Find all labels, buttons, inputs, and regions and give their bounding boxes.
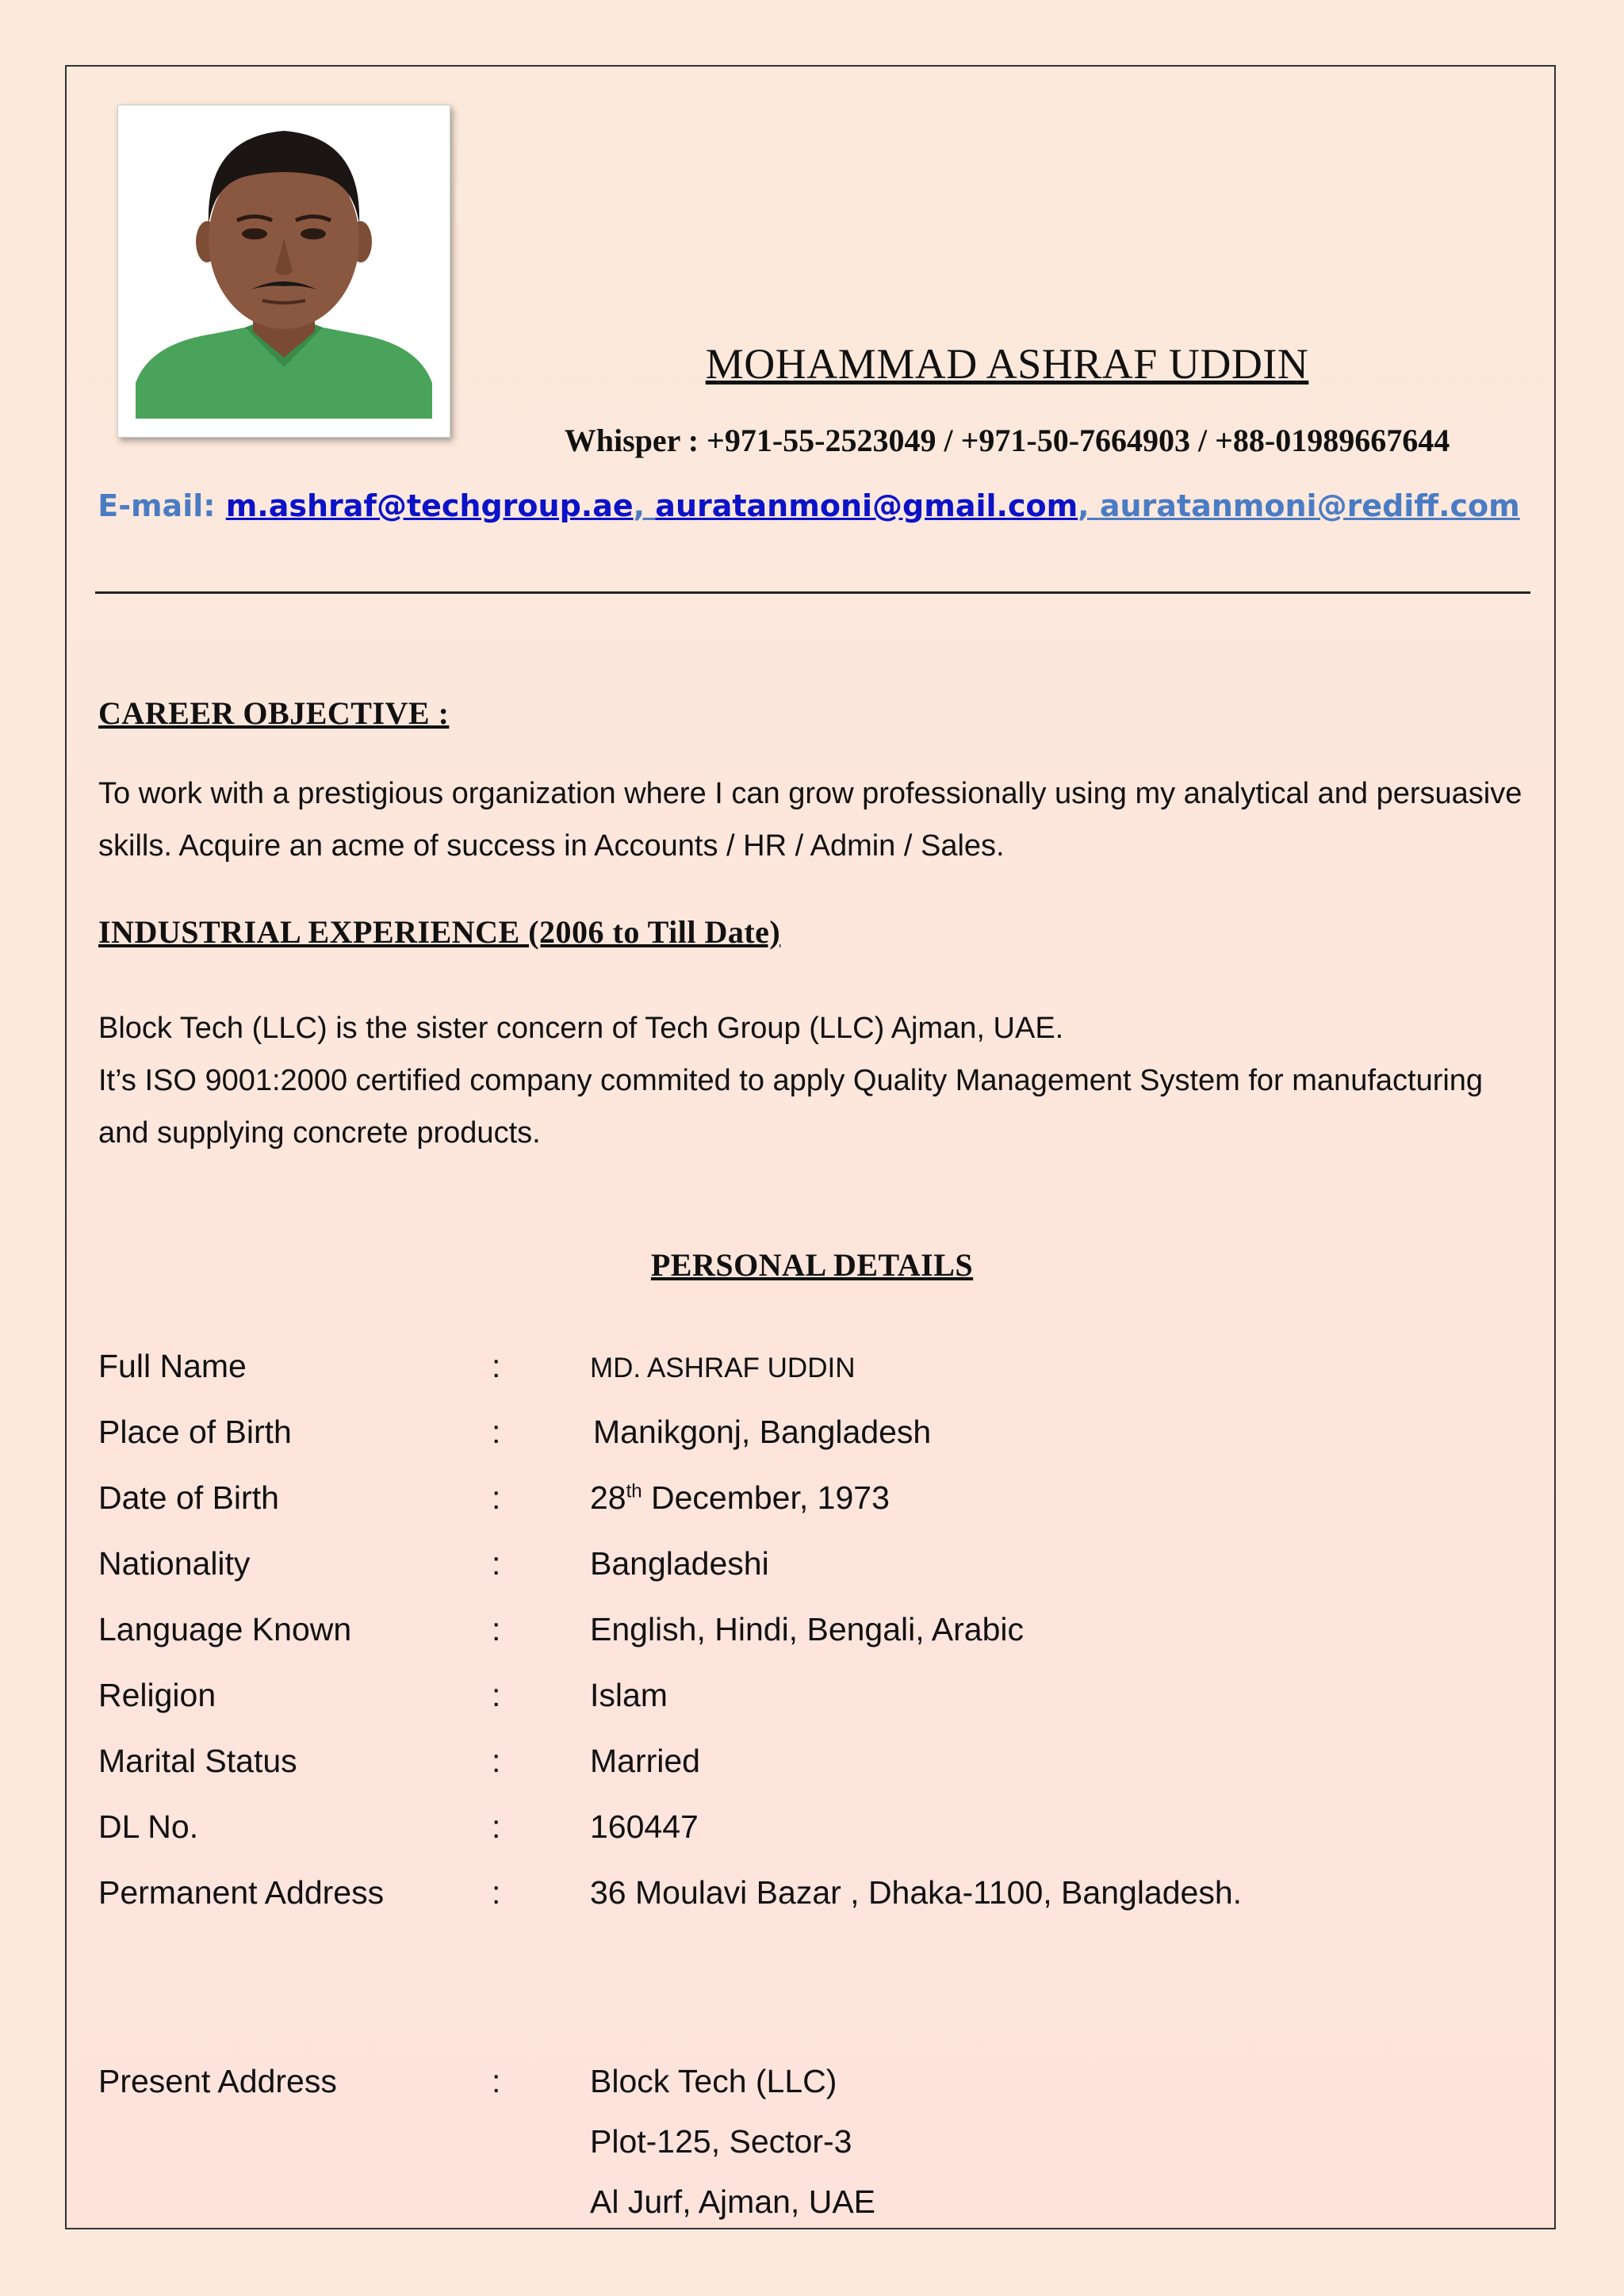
present-address-line: Block Tech (LLC) <box>590 2063 837 2099</box>
profile-photo <box>117 105 450 438</box>
colon: : <box>492 1414 501 1450</box>
present-address-line: Plot-125, Sector-3 <box>590 2123 852 2160</box>
dl-value: 160447 <box>590 1808 699 1845</box>
email-label: E-mail: <box>98 488 226 523</box>
dob-label: Date of Birth <box>98 1479 279 1516</box>
header-divider <box>95 591 1530 594</box>
colon: : <box>492 1545 501 1582</box>
colon: : <box>492 2063 501 2099</box>
permanent-address-value: 36 Moulavi Bazar , Dhaka-1100, Bangladesh. <box>590 1874 1243 1911</box>
cert-iso: ISO 9001:2000 <box>144 1064 348 1097</box>
colon: : <box>492 1611 501 1647</box>
email-link-gmail[interactable]: auratanmoni@gmail.com <box>655 488 1078 523</box>
experience-certification <box>98 1054 1534 1159</box>
present-address-line: Al Jurf, Ajman, UAE <box>590 2183 876 2220</box>
birth-place-value: Manikgonj, Bangladesh <box>593 1414 932 1450</box>
email-line <box>95 488 1522 523</box>
personal-details-heading: PERSONAL DETAILS <box>650 1247 974 1283</box>
email-link-rediff[interactable]: auratanmoni@rediff.com <box>1099 488 1520 523</box>
colon: : <box>492 1479 501 1516</box>
dob-rest: December, 1973 <box>642 1479 890 1516</box>
birth-place-label: Place of Birth <box>98 1414 292 1450</box>
language-label: Language Known <box>98 1611 352 1647</box>
permanent-address-label: Permanent Address <box>98 1874 385 1911</box>
dl-label: DL No. <box>98 1808 199 1845</box>
email-link-work[interactable]: m.ashraf@techgroup.ae <box>225 488 634 523</box>
religion-value: Islam <box>590 1677 668 1713</box>
marital-label: Marital Status <box>98 1743 297 1779</box>
full-name-label: Full Name <box>98 1348 247 1384</box>
candidate-name: MOHAMMAD ASHRAF UDDIN <box>705 340 1309 388</box>
dob-suffix: th <box>626 1480 642 1502</box>
language-value: English, Hindi, Bengali, Arabic <box>590 1611 1024 1647</box>
colon: : <box>492 1743 501 1779</box>
dob-value <box>590 1479 890 1517</box>
email-separator: , <box>633 488 656 523</box>
colon: : <box>492 1677 501 1713</box>
cert-prefix: It’s <box>98 1064 145 1097</box>
nationality-label: Nationality <box>98 1545 251 1582</box>
career-objective-heading: CAREER OBJECTIVE : <box>98 695 450 731</box>
present-address-label: Present Address <box>98 2063 337 2099</box>
experience-heading: INDUSTRIAL EXPERIENCE (2006 to Till Date) <box>98 914 781 950</box>
full-name-value: MD. ASHRAF UDDIN <box>590 1353 856 1383</box>
dob-day: 28 <box>590 1479 626 1516</box>
cert-rest: certified company commited to apply Quality Management System for manufacturing and supplying concrete products. <box>98 1064 1484 1150</box>
religion-label: Religion <box>98 1677 216 1713</box>
email-separator: , <box>1078 488 1100 523</box>
career-objective-text: To work with a prestigious organization where I can grow professionally using my analytical and persuasive skills. Acquire an acme of success in Accounts / HR / Admin / Sales. <box>98 777 1522 863</box>
experience-intro: Block Tech (LLC) is the sister concern of Tech Group (LLC) Ajman, UAE. <box>98 1012 1064 1045</box>
nationality-value: Bangladeshi <box>590 1545 769 1582</box>
colon: : <box>492 1348 501 1384</box>
phone-line: Whisper : +971-55-2523049 / +971-50-7664903 / +88-01989667644 <box>564 423 1450 458</box>
colon: : <box>492 1808 501 1845</box>
colon: : <box>492 1874 501 1911</box>
marital-value: Married <box>590 1743 700 1779</box>
